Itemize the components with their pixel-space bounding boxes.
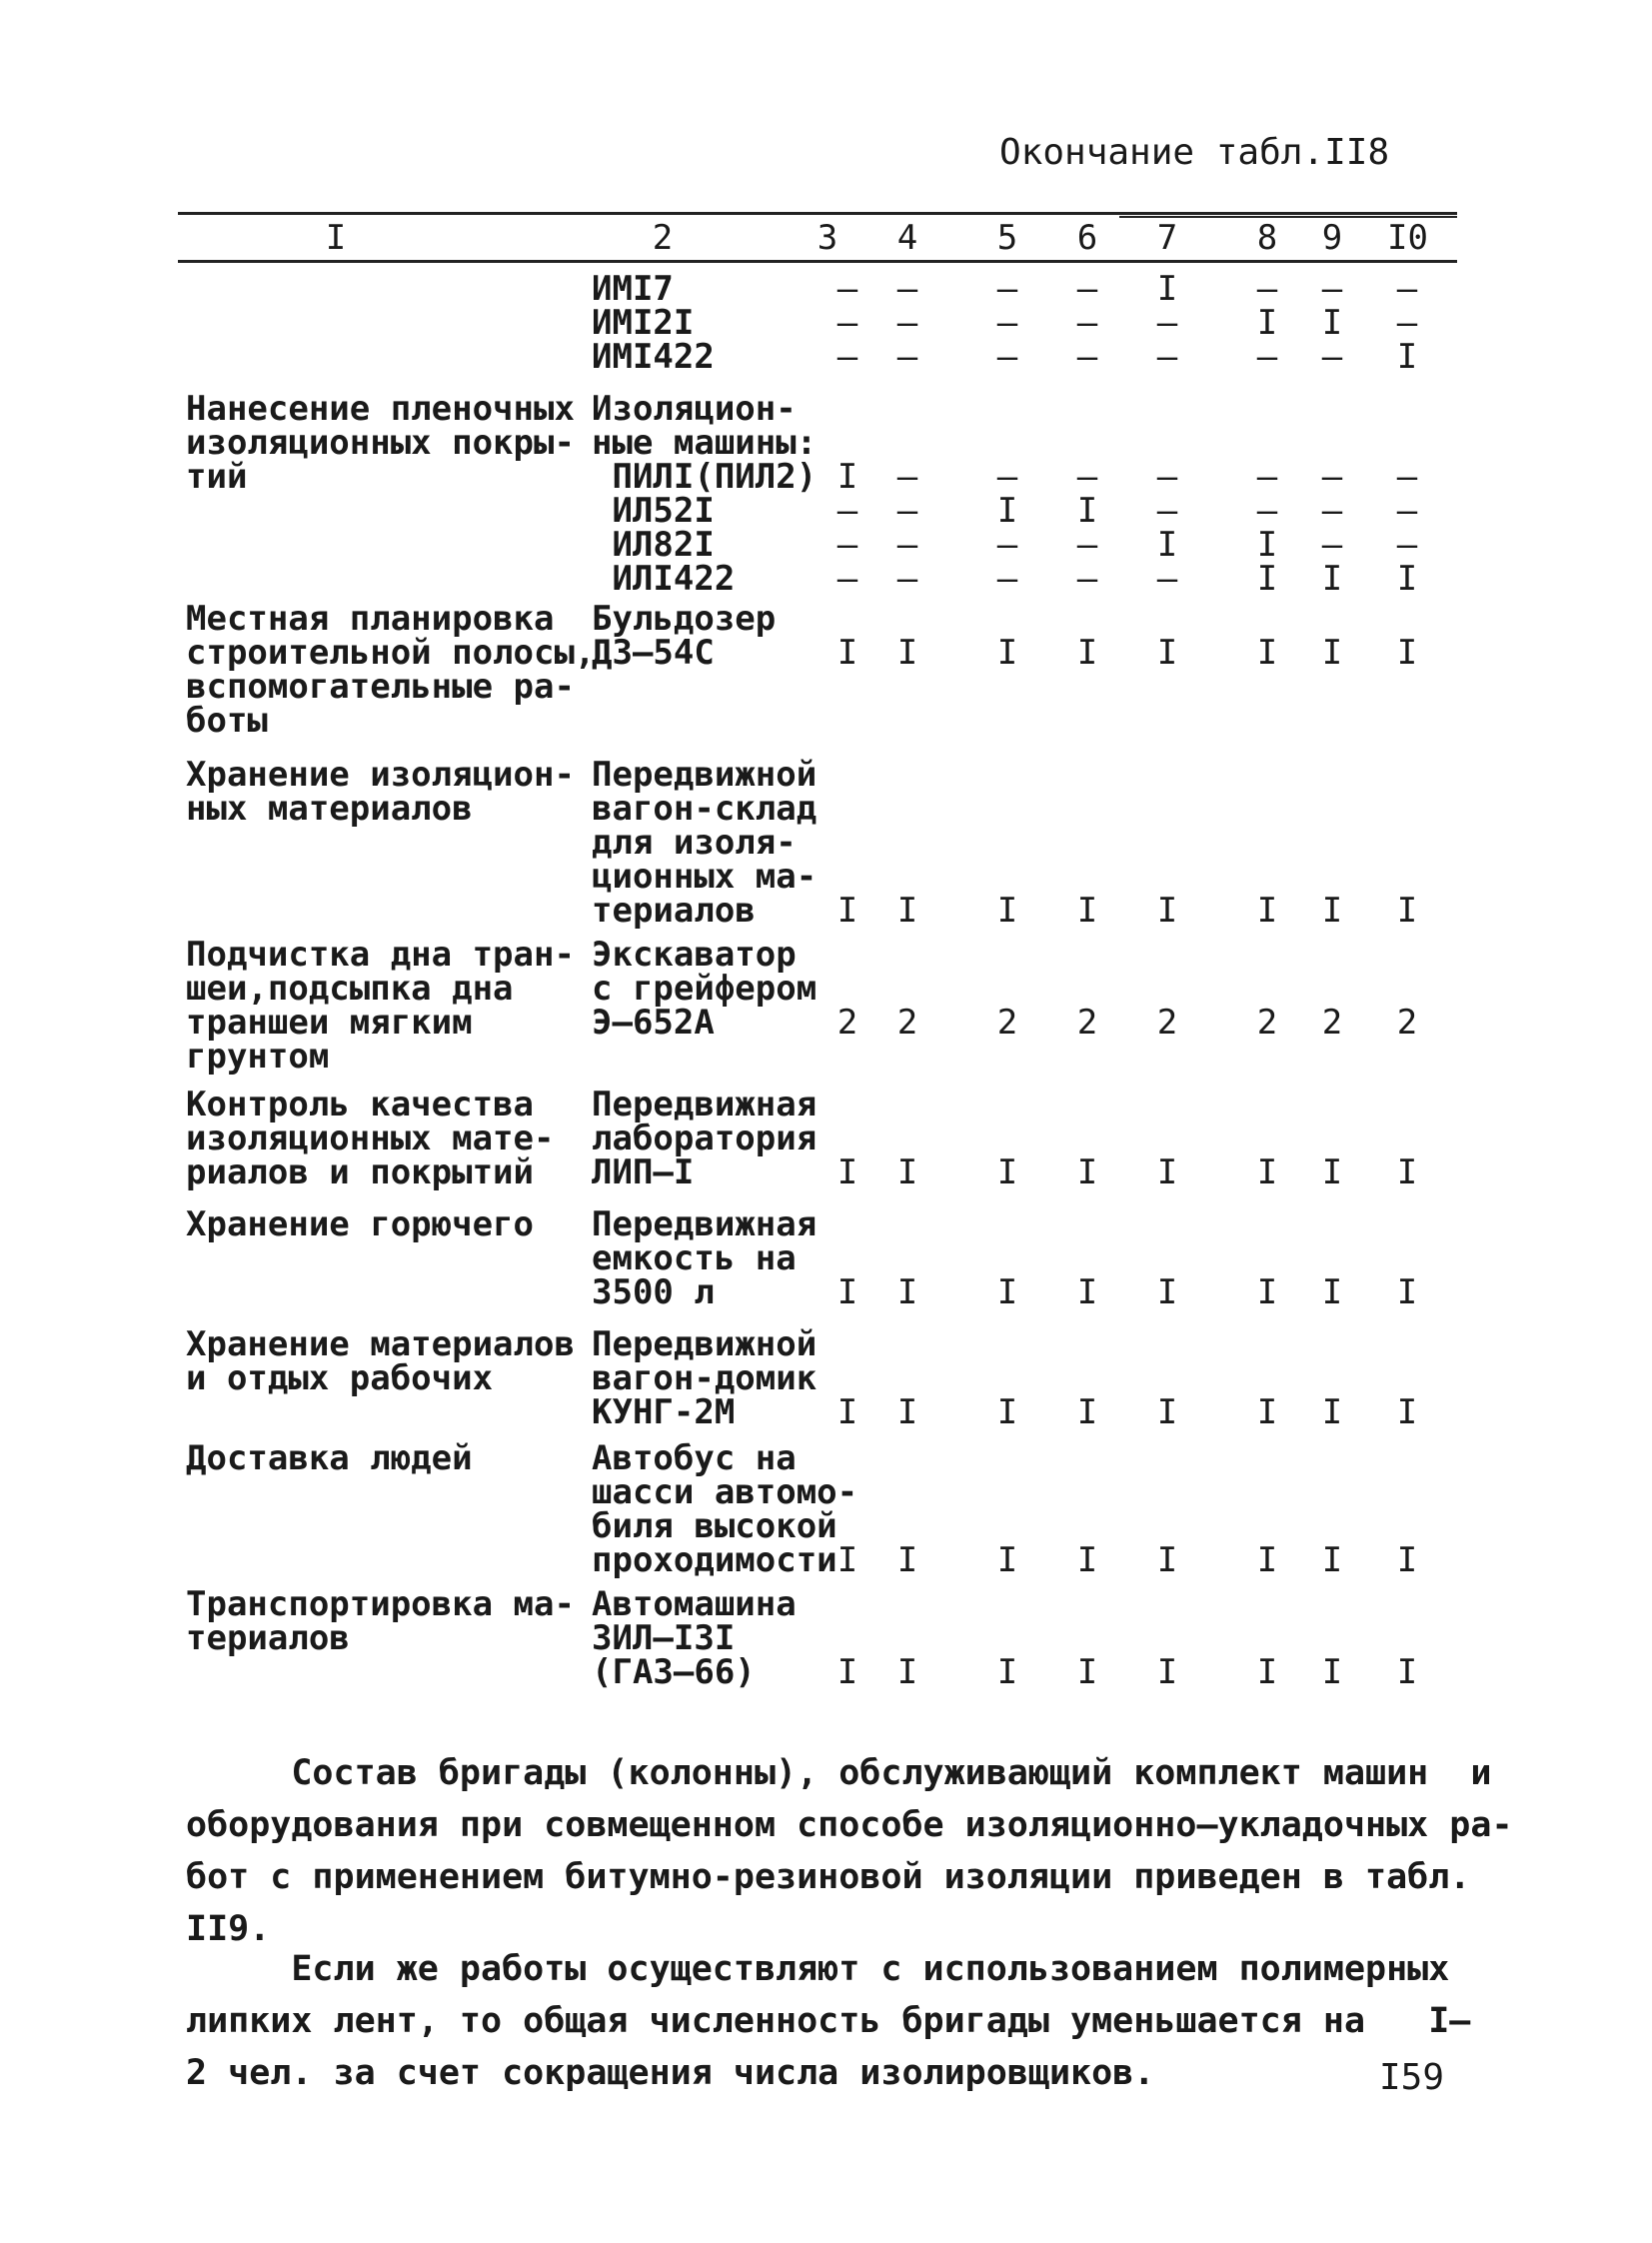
value-cell: – — [896, 525, 918, 565]
machine-cell: Автомашина ЗИЛ–I3I (ГАЗ–66) — [592, 1584, 797, 1692]
value-cell: – — [1396, 269, 1418, 309]
machine-cell: Бульдозер ДЗ–54С — [592, 599, 777, 673]
value-cell: I — [1321, 1540, 1343, 1580]
value-cell: I — [1396, 1272, 1418, 1312]
machine-cell: Экскаватор с грейфером Э–652А — [592, 935, 818, 1043]
value-cell: I — [1156, 891, 1178, 931]
column-header-7: 7 — [1156, 218, 1178, 258]
value-cell: – — [996, 269, 1018, 309]
operation-cell: Подчистка дна тран- шеи,подсыпка дна траншеи мягким грунтом — [186, 935, 575, 1077]
operation-cell: Хранение изоляцион- ных материалов — [186, 755, 575, 829]
value-cell: – — [1076, 559, 1098, 599]
value-cell: – — [996, 303, 1018, 343]
value-cell: – — [896, 303, 918, 343]
value-cell: I — [1321, 1152, 1343, 1192]
value-cell: – — [1156, 337, 1178, 377]
value-cell: I — [996, 633, 1018, 673]
value-cell: I — [1256, 1540, 1278, 1580]
value-cell: – — [1156, 457, 1178, 497]
value-cell: I — [996, 1540, 1018, 1580]
column-header-4: 4 — [896, 218, 918, 258]
machine-cell: Передвижной вагон-домик КУНГ-2М — [592, 1324, 818, 1432]
value-cell: – — [1256, 269, 1278, 309]
value-cell: I — [1256, 303, 1278, 343]
column-header-9: 9 — [1321, 218, 1343, 258]
operation-cell: Нанесение пленочных изоляционных покры- тий — [186, 389, 575, 497]
value-cell: 2 — [1256, 1003, 1278, 1043]
machine-cell: Автобус на шасси автомо- биля высокой проходимости — [592, 1438, 858, 1580]
value-cell: I — [996, 491, 1018, 531]
value-cell: 2 — [996, 1003, 1018, 1043]
value-cell: I — [1156, 269, 1178, 309]
value-cell: I — [996, 1392, 1018, 1432]
value-cell: I — [896, 1540, 918, 1580]
value-cell: – — [1076, 303, 1098, 343]
value-cell: I — [1156, 1272, 1178, 1312]
value-cell: – — [836, 559, 858, 599]
value-cell: I — [1396, 1152, 1418, 1192]
value-cell: I — [836, 1652, 858, 1692]
value-cell: I — [1156, 1392, 1178, 1432]
value-cell: – — [996, 457, 1018, 497]
value-cell: – — [836, 303, 858, 343]
value-cell: – — [996, 337, 1018, 377]
operation-cell: Местная планировка строительной полосы, вспомогательные ра- боты — [186, 599, 596, 741]
operation-cell: Хранение материалов и отдых рабочих — [186, 1324, 575, 1398]
value-cell: I — [1321, 1392, 1343, 1432]
value-cell: I — [1396, 891, 1418, 931]
value-cell: – — [1256, 457, 1278, 497]
value-cell: – — [836, 269, 858, 309]
value-cell: I — [1396, 559, 1418, 599]
value-cell: – — [1076, 337, 1098, 377]
value-cell: – — [1396, 303, 1418, 343]
value-cell: I — [836, 1152, 858, 1192]
table-caption: Окончание табл.II8 — [999, 132, 1390, 173]
value-cell: I — [836, 457, 858, 497]
operation-cell: Доставка людей — [186, 1438, 473, 1478]
value-cell: I — [1396, 1392, 1418, 1432]
value-cell: – — [1396, 491, 1418, 531]
value-cell: I — [836, 1272, 858, 1312]
value-cell: I — [896, 891, 918, 931]
value-cell: – — [836, 337, 858, 377]
value-cell: 2 — [1076, 1003, 1098, 1043]
value-cell: – — [996, 559, 1018, 599]
value-cell: – — [836, 491, 858, 531]
value-cell: – — [1256, 337, 1278, 377]
value-cell: I — [1076, 1392, 1098, 1432]
value-cell: 2 — [836, 1003, 858, 1043]
value-cell: 2 — [1156, 1003, 1178, 1043]
header-rule-top — [178, 212, 1457, 215]
value-cell: I — [1256, 1392, 1278, 1432]
column-header-5: 5 — [996, 218, 1018, 258]
value-cell: – — [1156, 559, 1178, 599]
paragraph-1: Состав бригады (колонны), обслуживающий комплект машин и оборудования при совмещенном способе изоляционно–укладочных ра- бот с применением битумно-резиновой изоляции приведен в табл. II9. — [186, 1753, 1513, 1949]
machine-cell: Передвижной вагон-склад для изоля- ционных ма- териалов — [592, 755, 818, 931]
value-cell: – — [896, 491, 918, 531]
value-cell: – — [996, 525, 1018, 565]
operation-cell: Контроль качества изоляционных мате- риалов и покрытий — [186, 1085, 555, 1192]
value-cell: 2 — [1396, 1003, 1418, 1043]
machine-cell: Передвижная лаборатория ЛИП–I — [592, 1085, 818, 1192]
value-cell: – — [896, 337, 918, 377]
value-cell: I — [1076, 891, 1098, 931]
machine-cell: Передвижная емкость на 3500 л — [592, 1204, 818, 1312]
value-cell: I — [896, 1652, 918, 1692]
machine-cell: ИМI7 ИМI2I ИМI422 — [592, 269, 715, 377]
value-cell: I — [1396, 633, 1418, 673]
value-cell: – — [836, 525, 858, 565]
value-cell: – — [1076, 269, 1098, 309]
operation-cell: Транспортировка ма- териалов — [186, 1584, 575, 1658]
value-cell: I — [1156, 1540, 1178, 1580]
value-cell: I — [996, 1272, 1018, 1312]
column-header-1: I — [325, 218, 347, 258]
value-cell: I — [1156, 1152, 1178, 1192]
value-cell: I — [1076, 1152, 1098, 1192]
value-cell: I — [836, 633, 858, 673]
value-cell: I — [836, 1540, 858, 1580]
value-cell: I — [896, 633, 918, 673]
value-cell: – — [1321, 491, 1343, 531]
value-cell: I — [996, 891, 1018, 931]
value-cell: I — [1256, 1272, 1278, 1312]
value-cell: I — [836, 1392, 858, 1432]
value-cell: – — [1321, 269, 1343, 309]
page-number: I59 — [1379, 2057, 1445, 2098]
value-cell: I — [1256, 525, 1278, 565]
value-cell: I — [1396, 1652, 1418, 1692]
value-cell: I — [1156, 1652, 1178, 1692]
header-rule-bottom — [178, 260, 1457, 263]
value-cell: I — [1076, 633, 1098, 673]
value-cell: I — [1156, 633, 1178, 673]
operation-cell: Хранение горючего — [186, 1204, 534, 1244]
value-cell: – — [896, 269, 918, 309]
value-cell: 2 — [896, 1003, 918, 1043]
value-cell: I — [1256, 559, 1278, 599]
value-cell: 2 — [1321, 1003, 1343, 1043]
value-cell: I — [996, 1152, 1018, 1192]
value-cell: I — [896, 1152, 918, 1192]
value-cell: – — [1256, 491, 1278, 531]
value-cell: I — [1396, 337, 1418, 377]
value-cell: I — [1256, 891, 1278, 931]
value-cell: I — [896, 1392, 918, 1432]
value-cell: I — [1076, 1272, 1098, 1312]
value-cell: I — [1156, 525, 1178, 565]
value-cell: I — [1256, 1152, 1278, 1192]
value-cell: I — [1321, 559, 1343, 599]
value-cell: – — [1321, 337, 1343, 377]
value-cell: – — [1156, 303, 1178, 343]
value-cell: – — [896, 457, 918, 497]
column-header-8: 8 — [1256, 218, 1278, 258]
column-header-6: 6 — [1076, 218, 1098, 258]
value-cell: I — [836, 891, 858, 931]
value-cell: I — [1256, 633, 1278, 673]
value-cell: – — [1076, 525, 1098, 565]
column-header-10: I0 — [1387, 218, 1428, 258]
value-cell: I — [1321, 891, 1343, 931]
column-header-3: 3 — [817, 218, 838, 258]
value-cell: I — [1321, 1652, 1343, 1692]
value-cell: I — [1076, 1540, 1098, 1580]
paragraph-2: Если же работы осуществляют с использованием полимерных липких лент, то общая численность бригады уменьшается на I– 2 чел. за счет сокращения числа изолировщиков. — [186, 1949, 1471, 2093]
value-cell: I — [1076, 1652, 1098, 1692]
value-cell: – — [1321, 457, 1343, 497]
value-cell: I — [1321, 1272, 1343, 1312]
value-cell: I — [896, 1272, 918, 1312]
column-header-2: 2 — [652, 218, 674, 258]
value-cell: I — [1076, 491, 1098, 531]
value-cell: – — [1396, 525, 1418, 565]
value-cell: – — [896, 559, 918, 599]
value-cell: I — [1396, 1540, 1418, 1580]
value-cell: – — [1076, 457, 1098, 497]
value-cell: I — [1321, 303, 1343, 343]
value-cell: I — [996, 1652, 1018, 1692]
value-cell: – — [1396, 457, 1418, 497]
value-cell: I — [1256, 1652, 1278, 1692]
value-cell: – — [1156, 491, 1178, 531]
machine-cell: Изоляцион- ные машины: ПИЛI(ПИЛ2) ИЛ52I ИЛ82I ИЛI422 — [592, 389, 818, 599]
value-cell: I — [1321, 633, 1343, 673]
value-cell: – — [1321, 525, 1343, 565]
